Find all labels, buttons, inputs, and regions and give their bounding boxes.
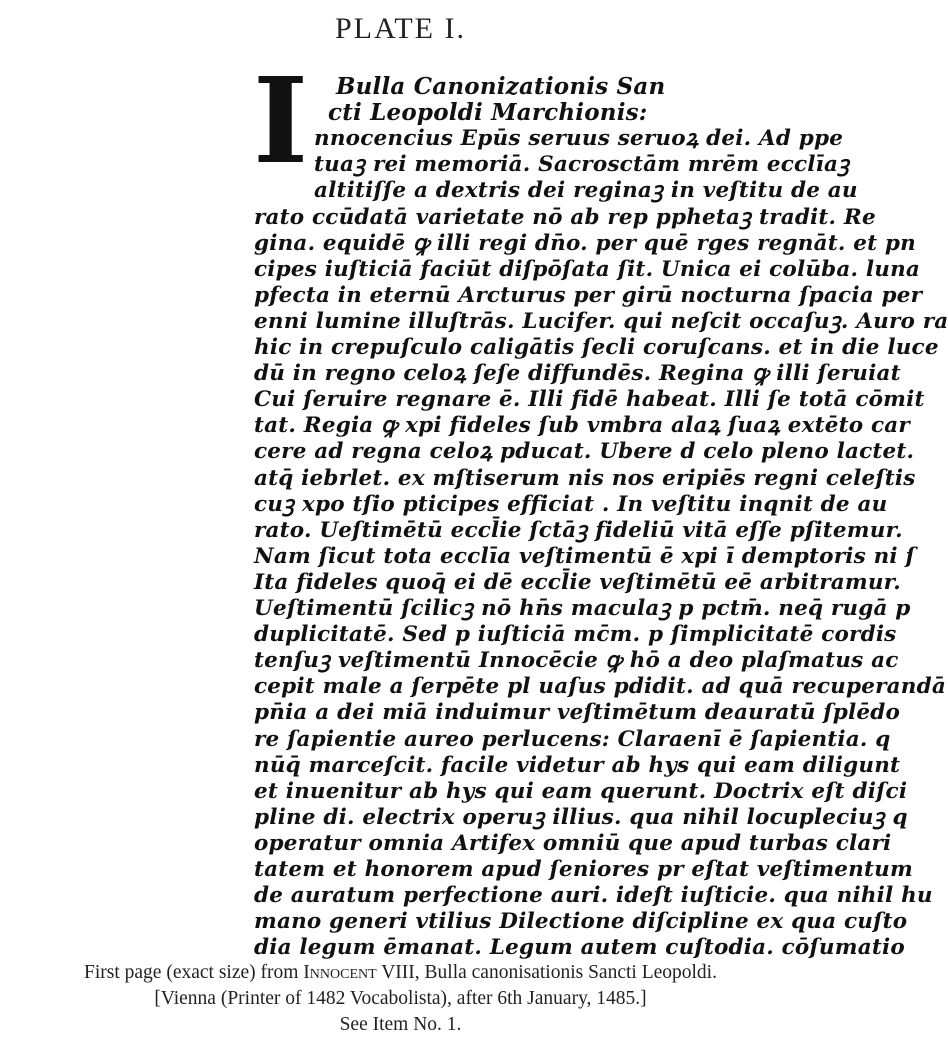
text-line: tat. Regia ꝙ xpi fideles ſub vmbra alaꝝ ſuaꝝ extēto car (254, 413, 910, 439)
text-line: cere ad regna celoꝝ pducat. Ubere d celo pleno lactet. (254, 439, 915, 465)
text-line: tuaꝫ rei memoriā. Sacrosctām mrēm ecclīaꝫ (314, 152, 850, 178)
text-line: altitiſſe a dextris dei reginaꝫ in veſtitu de au (314, 178, 858, 204)
text-line: enni lumine illuſtrās. Lucifer. qui neſcit occaſuꝫ. Auro ra (254, 308, 948, 334)
text-line: duplicitatē. Sed p iuſticiā mc̄m. p ſimplicitatē cordis (254, 622, 897, 648)
text-line: Ita fideles quoq̄ ei dē eccl̄ie veſtimētū eē arbitramur. (254, 569, 901, 595)
text-line: cepit male a ſerpēte pl uaſus pdidit. ad quā recuperandā (254, 674, 946, 700)
text-line: tatem et honorem apud ſeniores pr eſtat veſtimentum (254, 857, 913, 882)
text-line: Bulla Canonizationis San (336, 73, 666, 100)
text-line: de auratum perfectione auri. ideſt iuſticie. qua nihil hu (254, 883, 933, 909)
text-line: rato. Ueſtimētū eccl̄ie ſctāꝫ fideliū vitā eſſe pſitemur. (254, 517, 903, 543)
text-line: cuꝫ xpo tſio pticipes efficiat . In veſtitu inqnit de au (254, 491, 888, 517)
text-line: pline di. electrix operuꝫ illius. qua nihil locupleciuꝫ q (254, 804, 908, 830)
text-line: gina. equidē ꝙ illi regi dn̄o. per quē rges regnāt. et pn (254, 230, 916, 256)
decorated-initial-letter: I (253, 51, 309, 190)
caption-line-2: [Vienna (Printer of 1482 Vocabolista), after 6th January, 1485.] (154, 988, 647, 1009)
text-line: atq̄ iebrlet. ex mſtiserum nis nos eripiēs regni celeſtis (254, 465, 916, 491)
text-line: nnocencius Epūs seruus seruoꝝ dei. Ad ppe (314, 126, 844, 152)
text-line: mano generi vtilius Dilectione diſcipline ex qua cuſto (254, 909, 908, 935)
text-line: hic in crepuſculo caligātis ſecli coruſcans. et in die luce (254, 335, 939, 360)
text-line: cti Leopoldi Marchionis: (328, 99, 648, 127)
text-line: dū in regno celoꝝ ſeſe diffundēs. Regina ꝙ illi ſeruiat (254, 361, 901, 387)
text-line: operatur omnia Artifex omniū que apud turbas clari (254, 830, 892, 856)
text-line: Nam ſicut tota ecclīa veſtimentū ē xpi ī demptoris ni ſ (254, 543, 915, 569)
caption-line-1 (0, 960, 801, 986)
text-line: Ueſtimentū ſcilicꝫ nō hn̄s maculaꝫ p pctm̄. neq̄ rugā p (254, 596, 911, 621)
plate-title: PLATE I. (335, 12, 466, 45)
caption-text-a: First page (exact size) from (84, 962, 304, 983)
text-line: rato ccūdatā varietate nō ab rep pphetaꝫ tradit. Re (254, 204, 876, 230)
text-line: cipes iuſticiā faciūt diſpōſata ſit. Unica ei colūba. luna (254, 256, 921, 282)
caption-line-3: See Item No. 1. (339, 1014, 462, 1035)
text-line: et inuenitur ab hys qui eam querunt. Doctrix eſt diſci (254, 778, 908, 804)
text-line: Cui ſeruire regnare ē. Illi fidē habeat. Illi ſe totā cōmit (254, 387, 925, 413)
caption-pope-name: Innocent (303, 962, 377, 983)
caption-text-c: VIII, Bulla canonisationis Sancti Leopoldi. (376, 962, 717, 983)
text-line: nūq̄ marceſcit. facile videtur ab hys qui eam diligunt (254, 752, 901, 778)
text-line: re ſapientie aureo perlucens: Claraenī ē ſapientia. q (254, 726, 891, 752)
text-line: pn̄ia a dei miā induimur veſtimētum deauratū ſplēdo (254, 700, 901, 726)
text-line: tenſuꝫ veſtimentū Innocēcie ꝙ hō a deo plaſmatus ac (254, 648, 899, 674)
text-line: pfecta in eternū Arcturus per girū nocturna ſpacia per (254, 282, 923, 308)
text-line: dia legum ēmanat. Legum autem cuſtodia. cōſumatio (254, 935, 905, 961)
